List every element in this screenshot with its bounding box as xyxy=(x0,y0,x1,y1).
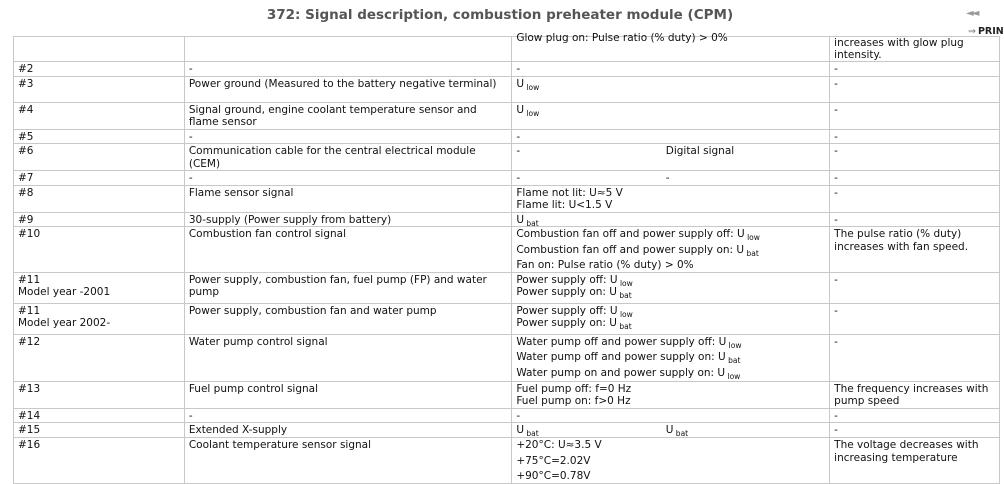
value-text: Flame lit: U<1.5 V xyxy=(516,199,613,211)
description-cell: Combustion fan control signal xyxy=(184,227,511,273)
value-cell xyxy=(512,171,662,186)
value-line xyxy=(516,305,825,318)
note-cell: - xyxy=(830,102,1000,129)
value-cell xyxy=(512,408,830,423)
value-text: - xyxy=(516,130,521,143)
value-cell xyxy=(512,303,830,334)
description-cell: Signal ground, engine coolant temperature sensor and flame sensor xyxy=(184,102,511,129)
value-subscript: bat xyxy=(744,248,759,258)
note-cell: - xyxy=(830,423,1000,438)
value-text: Glow plug on: Pulse ratio (% duty) > 0% xyxy=(516,32,728,44)
value-line xyxy=(516,259,825,272)
value-text: U xyxy=(665,424,674,436)
value-text: U xyxy=(516,213,525,226)
value-text: Flame not lit: U≈5 V xyxy=(516,186,623,199)
previous-page-link[interactable]: ◄◄ xyxy=(966,8,978,19)
pin-label: Model year -2001 xyxy=(18,286,111,298)
pin-label: #9 xyxy=(18,213,34,226)
signal-type-cell: - xyxy=(662,171,830,186)
value-subscript: low xyxy=(725,371,741,381)
pin-label: Model year 2002- xyxy=(18,317,111,329)
value-line xyxy=(516,424,657,437)
pin-cell xyxy=(14,171,185,186)
value-line xyxy=(516,317,825,330)
value-subscript: bat xyxy=(616,291,632,300)
note-cell: - xyxy=(830,408,1000,423)
pin-label: #10 xyxy=(18,228,41,240)
pin-label: #8 xyxy=(18,186,34,199)
table-row xyxy=(14,102,1000,129)
value-text: +20°C: U≈3.5 V xyxy=(516,439,602,451)
description-cell: 30-supply (Power supply from battery) xyxy=(184,212,511,227)
value-subscript: bat xyxy=(524,218,539,228)
value-text: Power supply on: U xyxy=(516,317,617,329)
value-subscript: bat xyxy=(524,429,539,438)
pin-label: #14 xyxy=(18,409,41,422)
value-text: Water pump on and power supply on: U xyxy=(516,366,726,379)
table-row xyxy=(14,303,1000,334)
description-cell: Fuel pump control signal xyxy=(184,381,511,408)
pin-cell xyxy=(14,423,185,438)
value-line xyxy=(516,32,825,45)
pin-cell xyxy=(14,408,185,423)
value-line xyxy=(516,63,825,76)
note-cell: The voltage decreases with increasing temperature xyxy=(830,438,1000,484)
page-title: 372: Signal description, combustion preheater module (CPM) xyxy=(266,7,734,23)
description-cell: Extended X-supply xyxy=(184,423,511,438)
pin-label: #4 xyxy=(18,103,34,116)
pin-cell xyxy=(14,129,185,144)
table-row xyxy=(14,129,1000,144)
pin-label: #3 xyxy=(18,77,34,90)
note-cell: - xyxy=(830,212,1000,227)
pin-label: #13 xyxy=(18,382,41,395)
table-row xyxy=(14,272,1000,303)
value-cell xyxy=(512,212,830,227)
value-text: +75°C=2.02V xyxy=(516,454,591,467)
value-cell xyxy=(512,144,662,171)
value-line xyxy=(516,383,825,396)
value-cell xyxy=(512,438,830,484)
note-cell: - xyxy=(830,129,1000,144)
value-cell xyxy=(512,423,662,438)
note-cell: - xyxy=(830,62,1000,77)
signal-type-cell: Digital signal xyxy=(662,144,830,171)
description-cell: Power supply, combustion fan, fuel pump (FP) and water pump xyxy=(184,272,511,303)
value-line xyxy=(516,228,825,241)
table-row xyxy=(14,423,1000,438)
value-subscript: low xyxy=(617,309,633,319)
pin-cell xyxy=(14,76,185,102)
pin-cell xyxy=(14,438,185,484)
description-cell: - xyxy=(184,129,511,144)
value-text: - xyxy=(516,145,521,157)
pin-cell xyxy=(14,144,185,171)
value-line xyxy=(516,214,825,227)
value-text: - xyxy=(516,172,521,184)
description-cell: - xyxy=(184,62,511,77)
pin-label: #15 xyxy=(18,424,41,436)
value-cell xyxy=(512,272,830,303)
value-text: Fuel pump off: f=0 Hz xyxy=(516,382,632,395)
print-label: PRIN xyxy=(977,26,1004,37)
note-cell: - xyxy=(830,185,1000,212)
pin-cell xyxy=(14,62,185,77)
value-line xyxy=(516,470,825,483)
pin-cell xyxy=(14,212,185,227)
table-row xyxy=(14,334,1000,381)
value-line xyxy=(516,172,657,185)
pin-cell xyxy=(14,37,185,62)
value-line xyxy=(516,244,825,257)
pin-label: #5 xyxy=(18,130,34,143)
value-line xyxy=(516,367,825,380)
value-subscript: low xyxy=(524,82,540,92)
pin-label: #12 xyxy=(18,335,41,348)
signal-table xyxy=(13,32,1000,484)
value-cell xyxy=(512,334,830,381)
value-text: Combustion fan off and power supply on: U xyxy=(516,243,745,256)
note-cell: increases with glow plug intensity. xyxy=(830,37,1000,62)
description-cell: - xyxy=(184,171,511,186)
description-cell: Power ground (Measured to the battery negative terminal) xyxy=(184,76,511,102)
value-line xyxy=(516,145,657,158)
description-cell: Communication cable for the central electrical module (CEM) xyxy=(184,144,511,171)
table-row xyxy=(14,76,1000,102)
pin-label: #11 xyxy=(18,304,41,317)
value-subscript: low xyxy=(744,233,760,242)
description-cell: Power supply, combustion fan and water pump xyxy=(184,303,511,334)
value-line xyxy=(516,199,825,212)
value-text: Water pump off and power supply on: U xyxy=(516,351,726,363)
value-subscript: low xyxy=(726,340,742,350)
value-text: Fuel pump on: f>0 Hz xyxy=(516,395,631,407)
note-cell: - xyxy=(830,272,1000,303)
description-cell: Coolant temperature sensor signal xyxy=(184,438,511,484)
note-cell: - xyxy=(830,303,1000,334)
value-text: U xyxy=(516,77,525,90)
value-line xyxy=(516,104,825,117)
value-text: Combustion fan off and power supply off: U xyxy=(516,228,745,240)
table-row xyxy=(14,381,1000,408)
table-row xyxy=(14,62,1000,77)
print-icon: ⇒ xyxy=(968,26,976,37)
pin-label: #7 xyxy=(18,172,34,184)
note-cell: The frequency increases with pump speed xyxy=(830,381,1000,408)
signal-type-cell xyxy=(662,423,830,438)
table-row xyxy=(14,227,1000,273)
value-subscript: bat xyxy=(616,322,632,331)
value-text: Fan on: Pulse ratio (% duty) > 0% xyxy=(516,259,694,271)
value-line xyxy=(516,78,825,91)
note-cell: - xyxy=(830,334,1000,381)
pin-cell xyxy=(14,381,185,408)
value-line xyxy=(516,439,825,452)
signal-type-value xyxy=(666,424,825,437)
value-cell xyxy=(512,102,830,129)
value-cell xyxy=(512,129,830,144)
value-line xyxy=(516,455,825,468)
value-text: Power supply on: U xyxy=(516,286,617,298)
pin-cell xyxy=(14,227,185,273)
value-cell xyxy=(512,76,830,102)
table-row xyxy=(14,144,1000,171)
value-text: U xyxy=(516,424,525,436)
description-cell: Water pump control signal xyxy=(184,334,511,381)
pin-label: #6 xyxy=(18,145,34,157)
value-line xyxy=(516,395,825,408)
value-line xyxy=(516,410,825,423)
table-row xyxy=(14,37,1000,62)
table-row xyxy=(14,185,1000,212)
pin-label: #16 xyxy=(18,439,41,451)
value-line xyxy=(516,336,825,349)
value-text: - xyxy=(516,63,521,75)
value-text: - xyxy=(516,409,521,422)
value-text: U xyxy=(516,103,525,116)
pin-cell xyxy=(14,185,185,212)
value-cell xyxy=(512,62,830,77)
value-subscript: bat xyxy=(673,429,689,438)
note-cell: - xyxy=(830,76,1000,102)
note-cell: - xyxy=(830,144,1000,171)
value-cell xyxy=(512,381,830,408)
table-row xyxy=(14,438,1000,484)
description-cell xyxy=(184,37,511,62)
value-text: Power supply off: U xyxy=(516,273,618,286)
pin-cell xyxy=(14,334,185,381)
note-cell: The pulse ratio (% duty) increases with fan speed. xyxy=(830,227,1000,273)
pin-cell xyxy=(14,272,185,303)
value-text: Water pump off and power supply off: U xyxy=(516,335,727,348)
pin-cell xyxy=(14,102,185,129)
value-text: Power supply off: U xyxy=(516,304,618,317)
value-subscript: low xyxy=(524,108,540,118)
pin-label: #11 xyxy=(18,273,41,286)
value-cell xyxy=(512,185,830,212)
note-cell: - xyxy=(830,171,1000,186)
value-cell xyxy=(512,32,830,62)
pin-label: #2 xyxy=(18,63,34,75)
value-line xyxy=(516,286,825,299)
value-subscript: bat xyxy=(725,356,741,365)
value-text: +90°C=0.78V xyxy=(516,470,591,482)
value-cell xyxy=(512,227,830,273)
table-row xyxy=(14,408,1000,423)
value-line xyxy=(516,131,825,144)
value-line xyxy=(516,187,825,200)
table-row xyxy=(14,171,1000,186)
value-line xyxy=(516,351,825,364)
value-subscript: low xyxy=(617,278,633,288)
table-row xyxy=(14,212,1000,227)
pin-cell xyxy=(14,303,185,334)
description-cell: Flame sensor signal xyxy=(184,185,511,212)
description-cell: - xyxy=(184,408,511,423)
value-line xyxy=(516,274,825,287)
